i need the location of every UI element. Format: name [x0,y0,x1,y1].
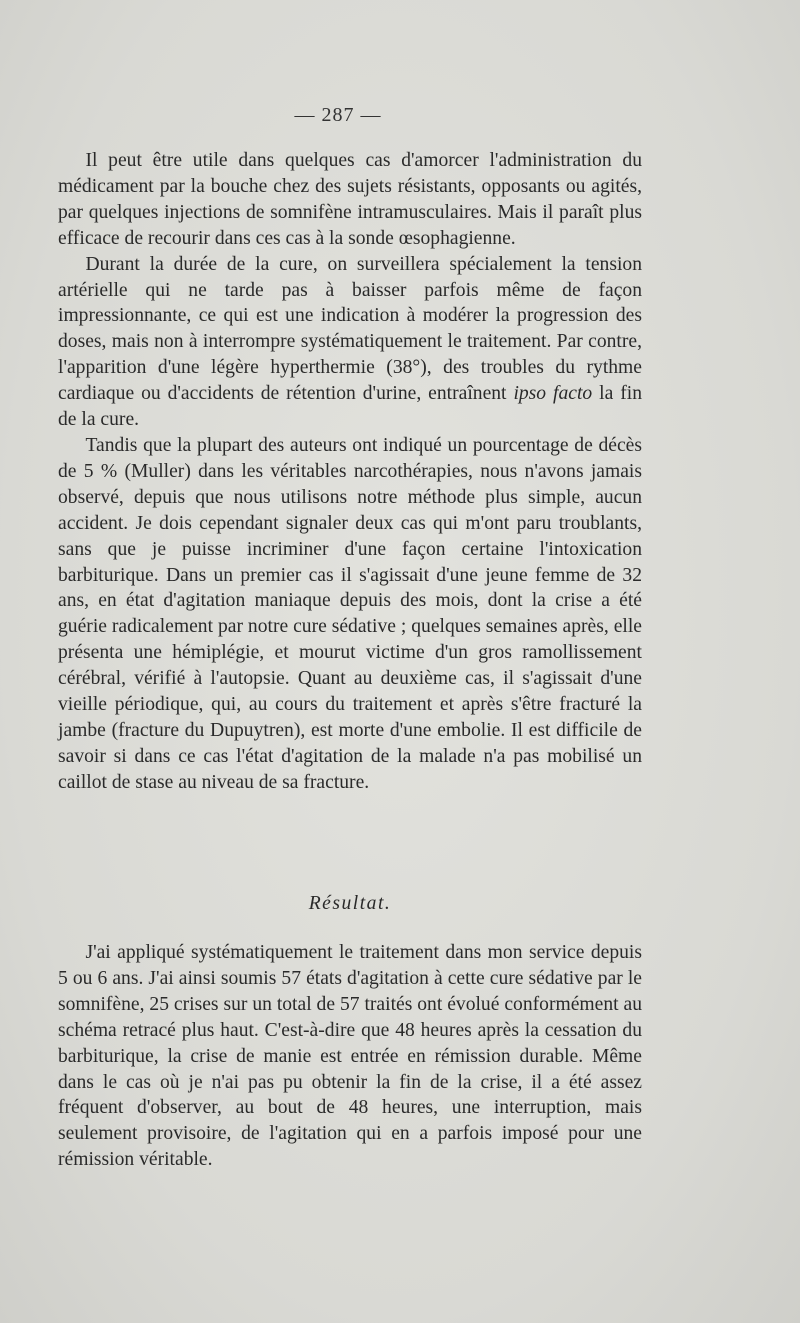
text-block-main [58,148,642,796]
paragraph-administration: Il peut être utile dans quelques cas d'amorcer l'administration du médicament par la bouche chez des sujets résistants, opposants ou agités, par quelques injections de somnifène intramusculaires. Mais il paraît plus efficace de recourir dans ces cas à la sonde œsophagienne. [58,150,642,249]
section-heading: Résultat. [308,893,392,914]
page-number: — 287 — [294,104,382,126]
paragraph-results: J'ai appliqué systématiquement le traitement dans mon service depuis 5 ou 6 ans. J'ai ainsi soumis 57 états d'agitation à cette cure sédative par le somnifène, 25 crises sur un total de 57 traités ont évolué conformément au schéma retracé plus haut. C'est-à-dire que 48 heures après la cessation du barbiturique, la crise de manie est entrée en rémission durable. Même dans le cas où je n'ai pas pu obtenir la fin de la crise, il a été assez fréquent d'observer, au bout de 48 heures, une interruption, mais seulement provisoire, de l'agitation qui en a parfois imposé pour une rémission véritable. [58,942,642,1171]
paragraph-surveillance-end: la fin de la cure. [58,383,642,431]
text-block-results [58,940,642,1173]
paragraph-surveillance [58,252,642,433]
paragraph-accidents: Tandis que la plupart des auteurs ont indiqué un pourcentage de décès de 5 % (Muller) dans les véritables narcothérapies, nous n'avons jamais observé, depuis que nous utilisons notre méthode plus simple, aucun accident. Je dois cependant signaler deux cas qui m'ont paru troublants, sans que je puisse incriminer d'une façon certaine l'intoxication barbiturique. Dans un premier cas il s'agissait d'une jeune femme de 32 ans, en état d'agitation maniaque depuis des mois, dont la crise a été guérie radicalement par notre cure sédative ; quelques semaines après, elle présenta une hémiplégie, et mourut victime d'un gros ramollissement cérébral, vérifié à l'autopsie. Quant au deuxième cas, il s'agissait d'une vieille périodique, qui, au cours du traitement et après s'être fracturé la jambe (fracture du Dupuytren), est morte d'une embolie. Il est difficile de savoir si dans ce cas l'état d'agitation de la malade n'a pas mobilisé un caillot de stase au niveau de sa fracture. [58,434,642,793]
latin-phrase: ipso facto [513,383,593,405]
paragraph-surveillance-text: Durant la durée de la cure, on surveillera spécialement la tension artérielle qui ne tarde pas à baisser parfois même de façon impressionnante, ce qui est une indication à modérer la progression des doses, mais non à interrompre systématiquement le traitement. Par contre, l'apparition d'une légère hyperthermie (38°), des troubles du rythme cardiaque ou d'accidents de rétention d'urine, entraînent [58,253,642,405]
